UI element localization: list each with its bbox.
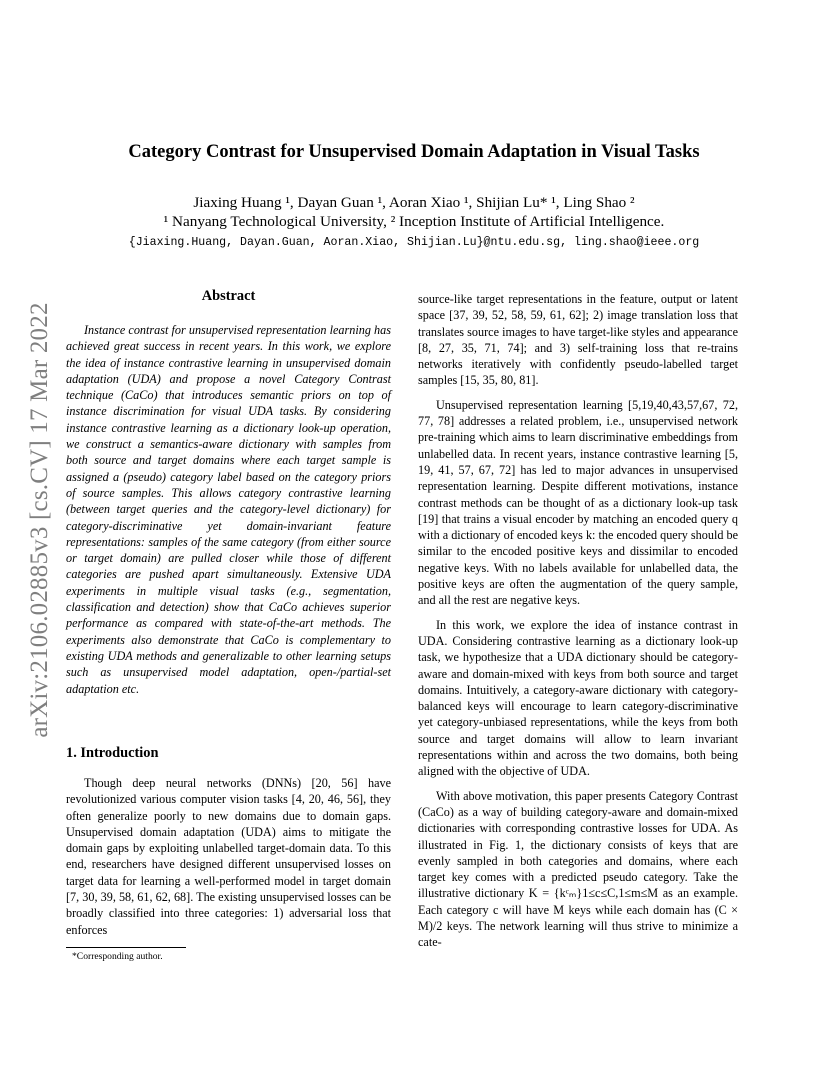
author-list: Jiaxing Huang ¹, Dayan Guan ¹, Aoran Xiao ¹, Shijian Lu* ¹, Ling Shao ² — [193, 194, 635, 211]
abstract-text: Instance contrast for unsupervised representation learning has achieved great success in recent years. In this work, we explore the idea of instance contrastive learning in unsupervised domain adaptation (UDA) and propose a novel Category Contrast technique (CaCo) that introduces semantic priors on top of instance discrimination for visual UDA tasks. By considering instance contrastive learning as a dictionary look-up operation, we construct a semantics-aware dictionary with samples from both source and target domains where each target sample is assigned a (pseudo) category label based on the category priors of source samples. This allows category contrastive learning (between target queries and the category-level dictionary) for category-discriminative yet domain-invariant feature representations: samples of the same category (from either source or target domain) are pulled closer while those of different categories are pushed apart simultaneously. Extensive UDA experiments in multiple visual tasks (e.g., segmentation, classification and detection) show that CaCo achieves superior performance as compared with state-of-the-art methods. The experiments also demonstrate that CaCo is complementary to existing UDA methods and generalizable to other learning setups such as unsupervised model adaptation, open-/partial-set adaptation etc. — [66, 323, 391, 696]
right-paragraph-1: Unsupervised representation learning [5,19,40,43,57,67, 72, 77, 78] addresses a related problem, i.e., unsupervised network pre-training which aims to learn discriminative embeddings from unlabelled data. In recent years, instance contrastive learning [5, 19, 41, 57, 67, 72] has led to major advances in unsupervised representation learning. Despite different motivations, instance contrast methods can be thought of as a dictionary look-up task [19] that trains a visual encoder by matching an encoded query q with a dictionary of encoded keys k: the encoded query should be similar to the encoded positive keys and dissimilar to encoded negative keys. With no labels available for unlabelled data, the positive keys are often the augmentation of the query sample, and all the rest are negative keys. — [418, 397, 738, 608]
right-column-body — [418, 291, 738, 959]
left-column-body — [66, 775, 391, 946]
right-paragraph-3: With above motivation, this paper presents Category Contrast (CaCo) as a way of building category-aware and domain-mixed dictionaries with corresponding contrastive losses for UDA. As illustrated in Fig. 1, the dictionary consists of keys that are evenly sampled in both categories and domains, where each target key comes with a predicted pseudo category. Take the illustrative dictionary K = {kᶜₘ}1≤c≤C,1≤m≤M as an example. Each category c will have M keys while each domain has (C × M)/2 keys. The network learning will thus strive to minimize a cate- — [418, 788, 738, 950]
arxiv-id: arXiv:2106.02885v3 [cs.CV] 17 Mar 2022 — [26, 302, 53, 738]
intro-paragraph-1: Though deep neural networks (DNNs) [20, 56] have revolutionized various computer vision tasks [4, 20, 46, 56], they often generalize poorly to new domains due to domain gaps. Unsupervised domain adaptation (UDA) aims to mitigate the domain gaps by exploiting unlabelled target-domain data. To this end, researchers have designed different unsupervised losses on target data for learning a well-performed model in target domain [7, 30, 39, 58, 61, 62, 68]. The existing unsupervised losses can be broadly classified into three categories: 1) adversarial loss that enforces — [66, 776, 391, 937]
arxiv-watermark — [20, 280, 60, 760]
footnote-rule — [66, 947, 186, 948]
affiliations: ¹ Nanyang Technological University, ² Inception Institute of Artificial Intelligence. — [163, 213, 665, 230]
right-paragraph-0: source-like target representations in the feature, output or latent space [37, 39, 52, 58, 59, 61, 62]; 2) image translation loss that translates source images to have target-like styles and appearance [8, 27, 35, 71, 74]; and 3) self-training loss that re-trains networks iteratively with confidently pseudo-labelled target samples [15, 35, 80, 81]. — [418, 292, 738, 388]
right-paragraph-2: In this work, we explore the idea of instance contrast in UDA. Considering contrastive learning as a dictionary look-up task, we hypothesize that a UDA dictionary should be category-aware and domain-mixed with keys from both source and target domains. Intuitively, a category-aware dictionary with category-balanced keys will encourage to learn category-discriminative yet category-unbiased representations, while the keys from both source and target domains will allow to learn invariant representations within and across the two domains, both being aligned with the objective of UDA. — [418, 617, 738, 779]
footnote: *Corresponding author. — [72, 951, 163, 962]
author-emails: {Jiaxing.Huang, Dayan.Guan, Aoran.Xiao, Shijian.Lu}@ntu.edu.sg, ling.shao@ieee.org — [128, 236, 700, 249]
abstract-heading: Abstract — [201, 288, 256, 304]
abstract-body — [66, 322, 391, 697]
section-heading-introduction: 1. Introduction — [66, 745, 159, 761]
paper-title: Category Contrast for Unsupervised Domain Adaptation in Visual Tasks — [128, 142, 700, 162]
